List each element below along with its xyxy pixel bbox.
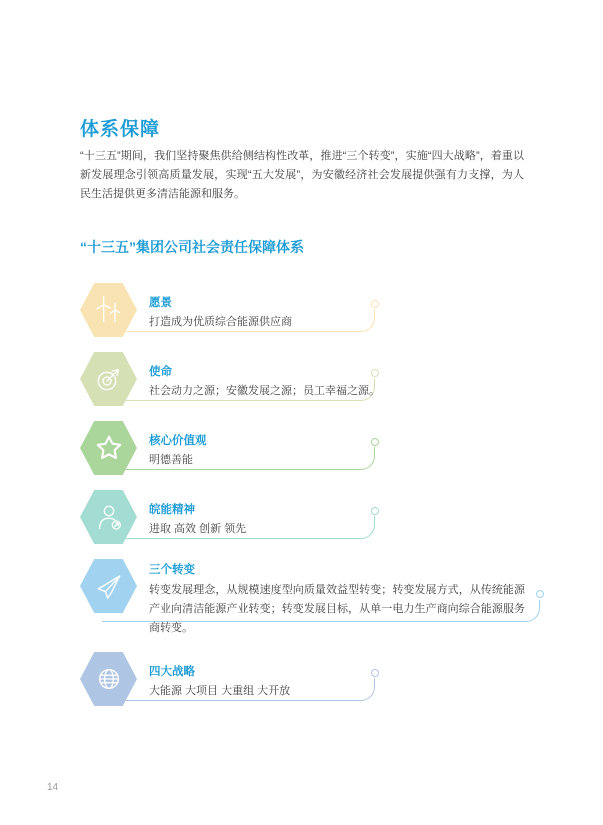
page-number: 14 <box>47 782 59 793</box>
item-text: 打造成为优质综合能源供应商 <box>149 316 292 328</box>
list-item-core-values <box>80 421 545 476</box>
item-text: 大能源 大项目 大重组 大开放 <box>149 685 291 697</box>
item-label: 使命 <box>149 366 172 378</box>
item-body <box>137 421 545 469</box>
item-label: 核心价值观 <box>149 435 207 447</box>
globe-icon <box>93 663 125 695</box>
target-arrow-icon <box>93 363 125 395</box>
page-title: 体系保障 <box>80 119 161 140</box>
item-body <box>137 283 545 331</box>
item-body <box>137 352 545 400</box>
item-text: 转变发展理念，从规模速度型向质量效益型转变；转变发展方式，从传统能源产业向清洁能源产业转变；转变发展目标，从单一电力生产商向综合能源服务商转变。 <box>149 584 525 634</box>
item-body <box>137 652 545 700</box>
person-badge-icon <box>93 501 125 533</box>
item-label: 四大战略 <box>149 666 195 678</box>
item-label: 愿景 <box>149 297 172 309</box>
item-text: 社会动力之源；安徽发展之源；员工幸福之源。 <box>149 385 380 397</box>
item-text: 明德善能 <box>149 454 193 466</box>
item-body <box>137 559 545 638</box>
star-icon <box>92 431 126 465</box>
item-text: 进取 高效 创新 领先 <box>149 523 247 535</box>
item-label: 三个转变 <box>149 564 195 576</box>
section-title: “十三五”集团公司社会责任保障体系 <box>80 239 304 255</box>
item-body <box>137 490 545 538</box>
list-item-three-transformations <box>80 559 545 638</box>
wind-turbine-icon <box>93 294 125 326</box>
item-label: 皖能精神 <box>149 504 195 516</box>
responsibility-items <box>80 283 545 721</box>
paper-plane-icon <box>92 569 126 603</box>
intro-paragraph: “十三五”期间，我们坚持聚焦供给侧结构性改革，推进“三个转变”，实施“四大战略”，着重以新发展理念引领高质量发展，实现“五大发展”，为安徽经济社会发展提供强有力支撑，为人民生活提供更多清洁能源和服务。 <box>80 150 524 200</box>
list-item-mission <box>80 352 545 407</box>
list-item-four-strategies <box>80 652 545 707</box>
list-item-vision <box>80 283 545 338</box>
list-item-spirit <box>80 490 545 545</box>
